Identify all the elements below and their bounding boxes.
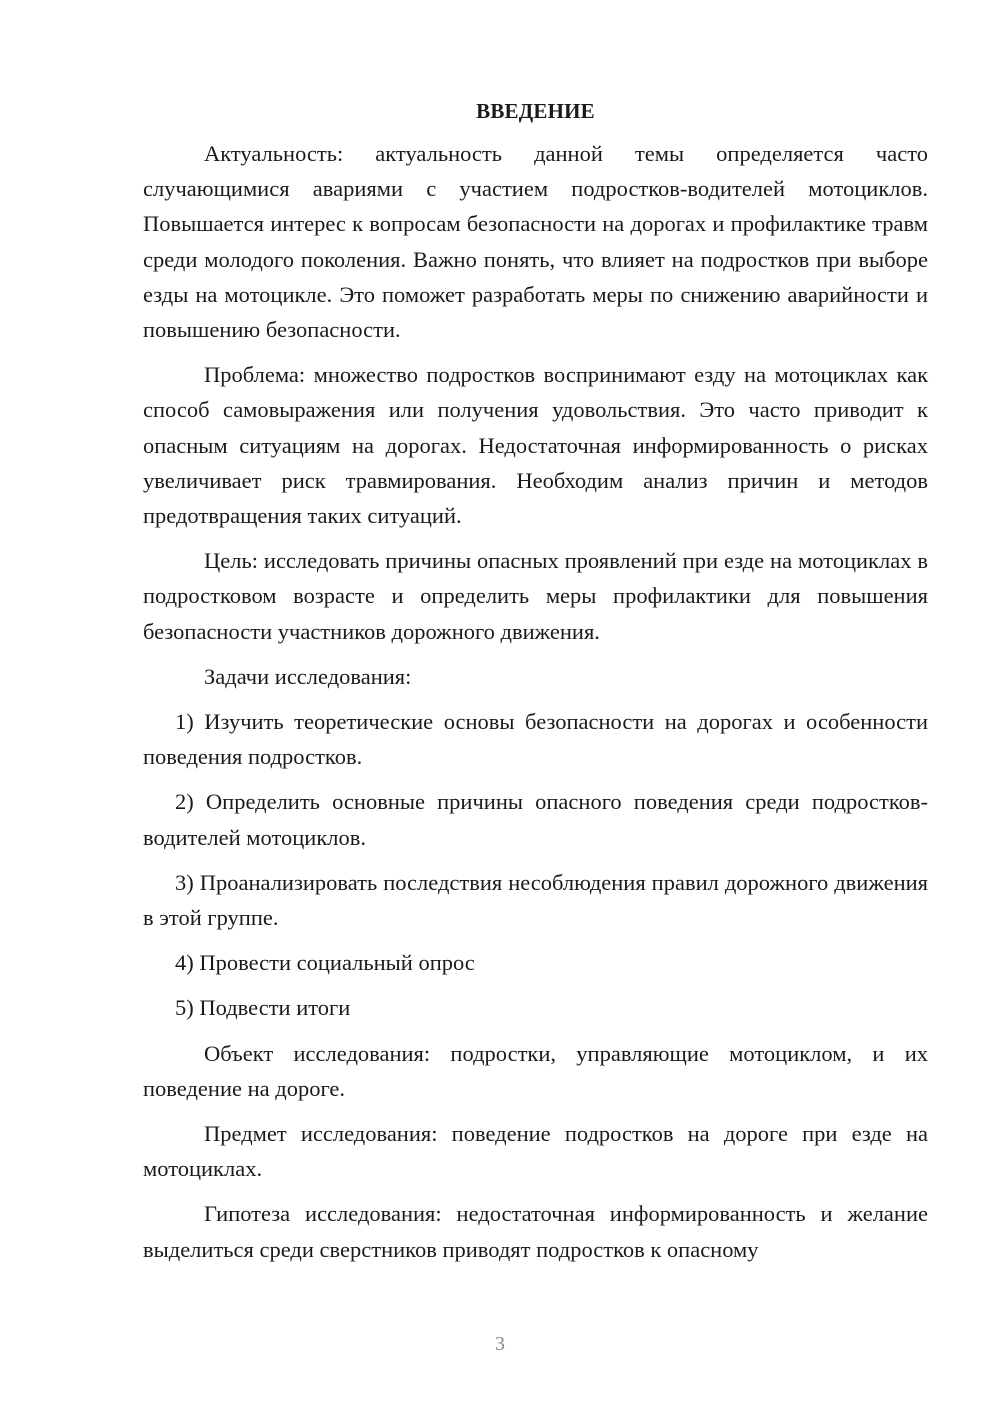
page-number: 3 [495, 1333, 505, 1355]
paragraph-hypothesis: Гипотеза исследования: недостаточная информированность и желание выделиться среди сверстников приводят подростков к опасному [143, 1201, 928, 1262]
paragraph-tasks-heading: Задачи исследования: [204, 663, 412, 689]
task-item-4: 4) Провести социальный опрос [175, 950, 475, 976]
paragraph-object: Объект исследования: подростки, управляющие мотоциклом, и их поведение на дороге. [143, 1040, 928, 1101]
paragraph-problem: Проблема: множество подростков воспринимают езду на мотоциклах как способ самовыражения или получения удовольствия. Это часто приводит к опасным ситуациям на дорогах. Недостаточная информированность о рисках увеличивает риск травмирования. Необходим анализ причин и методов предотвращения таких ситуаций. [143, 362, 928, 529]
task-item-2: 2) Определить основные причины опасного поведения среди подростков-водителей мотоциклов. [143, 789, 928, 850]
task-item-5: 5) Подвести итоги [175, 995, 351, 1021]
paragraph-relevance: Актуальность: актуальность данной темы определяется часто случающимися авариями с участием подростков-водителей мотоциклов. Повышается интерес к вопросам безопасности на дорогах и профилактике травм среди молодого поколения. Важно понять, что влияет на подростков при выборе езды на мотоцикле. Это поможет разработать меры по снижению аварийности и повышению безопасности. [143, 141, 928, 343]
paragraph-goal: Цель: исследовать причины опасных проявлений при езде на мотоциклах в подростковом возрасте и определить меры профилактики для повышения безопасности участников дорожного движения. [143, 548, 928, 644]
page-content [143, 96, 928, 1277]
task-item-1: 1) Изучить теоретические основы безопасности на дорогах и особенности поведения подростков. [143, 709, 928, 770]
section-title: ВВЕДЕНИЕ [476, 99, 595, 123]
task-item-3: 3) Проанализировать последствия несоблюдения правил дорожного движения в этой группе. [143, 869, 928, 931]
paragraph-subject: Предмет исследования: поведение подростков на дороге при езде на мотоциклах. [143, 1121, 928, 1182]
